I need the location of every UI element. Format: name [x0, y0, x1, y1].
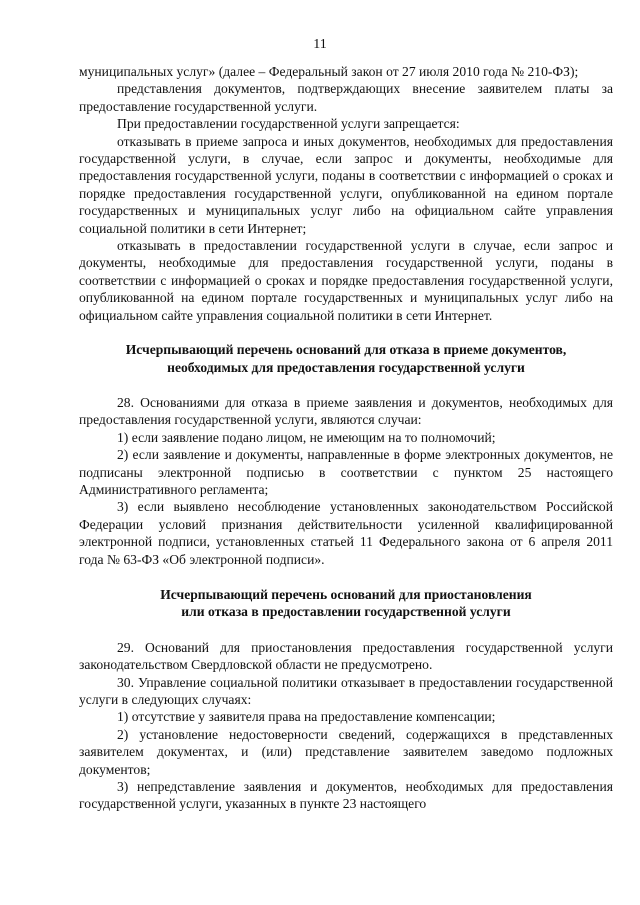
paragraph: При предоставлении государственной услуги запрещается: [117, 116, 460, 132]
paragraph: муниципальных услуг» (далее – Федеральный закон от 27 июля 2010 года № 210-ФЗ); [79, 64, 579, 79]
section-heading [79, 341, 613, 376]
document-body [79, 63, 613, 813]
paragraph: 28. Основаниями для отказа в приеме заявления и документов, необходимых для предоставления государственной услуги, являются случаи: [79, 394, 613, 428]
paragraph: 30. Управление социальной политики отказывает в предоставлении государственной услуги в следующих случаях: [79, 674, 613, 707]
page-number: 11 [313, 37, 327, 52]
section-heading [79, 586, 613, 621]
list-item: 2) установление недостоверности сведений, содержащихся в представленных заявителем документах, и (или) представление заявителем заведомо подложных документов; [79, 726, 613, 777]
paragraph: представления документов, подтверждающих внесение заявителем платы за предоставление государственной услуги. [79, 81, 613, 114]
paragraph: 29. Оснований для приостановления предоставления государственной услуги законодательством Свердловской области не предусмотрено. [79, 639, 613, 673]
paragraph: отказывать в предоставлении государственной услуги в случае, если запрос и документы, необходимые для предоставления государственной услуги, поданы в соответствии с информацией о сроках и порядке предоставления государственной услуги, опубликованной на едином портале государственных и муниципальных услуг либо на официальном сайте управления социальной политики в сети Интернет. [79, 238, 613, 323]
list-item: 3) непредставление заявления и документов, необходимых для предоставления государственной услуги, указанных в пункте 23 настоящего [79, 779, 613, 812]
list-item: 1) отсутствие у заявителя права на предоставление компенсации; [117, 709, 496, 725]
heading-line: Исчерпывающий перечень оснований для отказа в приеме документов, [125, 342, 567, 358]
list-item: 2) если заявление и документы, направленные в форме электронных документов, не подписаны электронной подписью в соответствии с пунктом 25 настоящего Административного регламента; [79, 447, 613, 497]
list-item: 1) если заявление подано лицом, не имеющим на то полномочий; [117, 429, 496, 445]
heading-line: Исчерпывающий перечень оснований для приостановления [160, 586, 532, 602]
list-item: 3) если выявлено несоблюдение установленных законодательством Российской Федерации условий признания действительности усиленной квалифицированной электронной подписи, установленных статьей 11 Федерального закона от 6 апреля 2011 года № 63-ФЗ «Об электронной подписи». [79, 499, 613, 567]
heading-line: необходимых для предоставления государственной услуги [167, 359, 525, 375]
heading-line: или отказа в предоставлении государственной услуги [181, 604, 511, 620]
paragraph: отказывать в приеме запроса и иных документов, необходимых для предоставления государственной услуги, в случае, если запрос и документы, необходимые для предоставления государственной услуги, поданы в соответствии с информацией о сроках и порядке предоставления государственной услуги, опубликованной на едином портале государственных и муниципальных услуг либо на официальном сайте управления социальной политики в сети Интернет; [79, 133, 613, 236]
